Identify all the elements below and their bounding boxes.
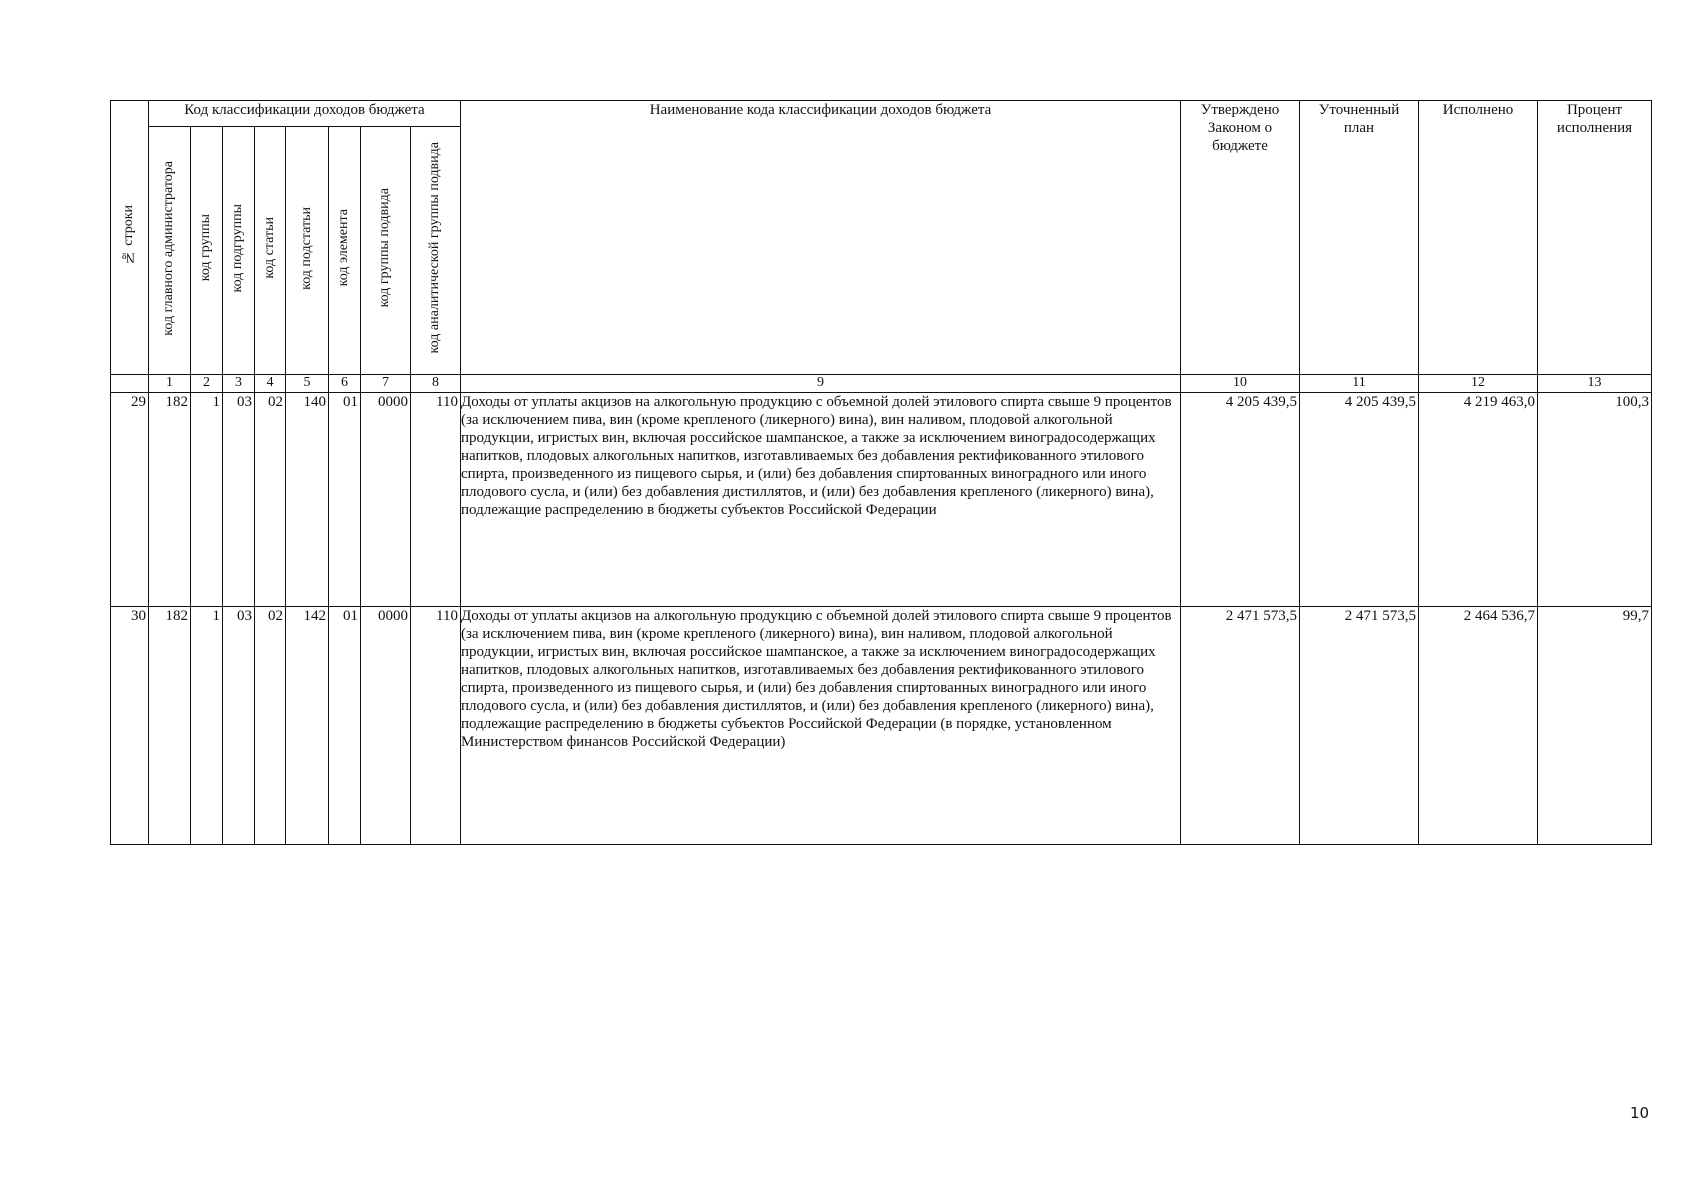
column-number: 4 xyxy=(255,375,286,393)
cell-element: 01 xyxy=(329,607,361,845)
cell-subarticle: 142 xyxy=(286,607,329,845)
column-number: 11 xyxy=(1300,375,1419,393)
page-number: 10 xyxy=(1630,1104,1650,1122)
header-approved xyxy=(1181,101,1300,375)
header-admin-label: код главного администратора xyxy=(161,160,177,336)
column-number: 6 xyxy=(329,375,361,393)
cell-subgroup: 03 xyxy=(223,393,255,607)
cell-admin: 182 xyxy=(149,607,191,845)
cell-approved: 2 471 573,5 xyxy=(1181,607,1300,845)
cell-group: 1 xyxy=(191,393,223,607)
header-approved-label: Утверждено Законом о бюджете xyxy=(1200,102,1280,154)
cell-subtype-group: 0000 xyxy=(361,393,411,607)
header-article-label: код статьи xyxy=(261,217,277,279)
cell-group: 1 xyxy=(191,607,223,845)
cell-executed: 4 219 463,0 xyxy=(1419,393,1538,607)
header-subgroup-label: код подгруппы xyxy=(230,203,246,293)
header-group xyxy=(191,127,223,375)
header-article xyxy=(255,127,286,375)
header-admin xyxy=(149,127,191,375)
column-number: 12 xyxy=(1419,375,1538,393)
header-executed: Исполнено xyxy=(1419,101,1538,375)
cell-name: Доходы от уплаты акцизов на алкогольную продукцию с объемной долей этилового спирта свыше 9 процентов (за исключением пива, вин (кроме крепленого (ликерного) вина), вин наливом, плодовой алкогольной продукции, игристых вин, включая российское шампанское, а также за исключением виноградосодержащих напитков, плодовых алкогольных напитков, изготавливаемых без добавления ректификованного этилового спирта, произведенного из пищевого сырья, и (или) без добавления спиртованных виноградного или иного плодового сусла, и (или) без добавления дистиллятов, и (или) без добавления крепленого (ликерного) вина), подлежащие распределению в бюджеты субъектов Российской Федерации (в порядке, установленном Министерством финансов Российской Федерации) xyxy=(461,607,1181,845)
column-number-blank xyxy=(111,375,149,393)
column-number: 9 xyxy=(461,375,1181,393)
cell-subarticle: 140 xyxy=(286,393,329,607)
cell-element: 01 xyxy=(329,393,361,607)
cell-article: 02 xyxy=(255,607,286,845)
header-name: Наименование кода классификации доходов бюджета xyxy=(461,101,1181,375)
cell-analytic-group: 110 xyxy=(411,393,461,607)
header-analytic-group xyxy=(411,127,461,375)
header-group-label: код группы xyxy=(198,214,214,282)
table-row xyxy=(111,607,1652,845)
header-analytic-group-label: код аналитической группы подвида xyxy=(427,142,443,354)
header-percent xyxy=(1538,101,1652,375)
cell-row-number: 29 xyxy=(111,393,149,607)
column-number: 5 xyxy=(286,375,329,393)
header-row-number-label: № строки xyxy=(121,205,137,265)
header-element xyxy=(329,127,361,375)
header-subgroup xyxy=(223,127,255,375)
cell-percent: 99,7 xyxy=(1538,607,1652,845)
header-subarticle-label: код подстатьи xyxy=(298,206,314,290)
column-number: 8 xyxy=(411,375,461,393)
header-row-number xyxy=(111,101,149,375)
cell-executed: 2 464 536,7 xyxy=(1419,607,1538,845)
header-subtype-group xyxy=(361,127,411,375)
header-element-label: код элемента xyxy=(336,209,352,287)
cell-subgroup: 03 xyxy=(223,607,255,845)
cell-row-number: 30 xyxy=(111,607,149,845)
column-number: 3 xyxy=(223,375,255,393)
header-classification-group: Код классификации доходов бюджета xyxy=(149,101,461,127)
cell-refined: 2 471 573,5 xyxy=(1300,607,1419,845)
column-number: 7 xyxy=(361,375,411,393)
cell-percent: 100,3 xyxy=(1538,393,1652,607)
column-number: 10 xyxy=(1181,375,1300,393)
cell-analytic-group: 110 xyxy=(411,607,461,845)
cell-refined: 4 205 439,5 xyxy=(1300,393,1419,607)
cell-admin: 182 xyxy=(149,393,191,607)
header-subtype-group-label: код группы подвида xyxy=(377,188,393,308)
column-number: 1 xyxy=(149,375,191,393)
column-number: 13 xyxy=(1538,375,1652,393)
column-number: 2 xyxy=(191,375,223,393)
cell-subtype-group: 0000 xyxy=(361,607,411,845)
cell-article: 02 xyxy=(255,393,286,607)
cell-name: Доходы от уплаты акцизов на алкогольную продукцию с объемной долей этилового спирта свыше 9 процентов (за исключением пива, вин (кроме крепленого (ликерного) вина), вин наливом, плодовой алкогольной продукции, игристых вин, включая российское шампанское, а также за исключением виноградосодержащих напитков, плодовых алкогольных напитков, изготавливаемых без добавления ректификованного этилового спирта, произведенного из пищевого сырья, и (или) без добавления спиртованных виноградного или иного плодового сусла, и (или) без добавления дистиллятов, и (или) без добавления крепленого (ликерного) вина), подлежащие распределению в бюджеты субъектов Российской Федерации xyxy=(461,393,1181,607)
budget-revenue-table xyxy=(110,100,1652,845)
cell-approved: 4 205 439,5 xyxy=(1181,393,1300,607)
header-refined-label: Уточненный план xyxy=(1318,102,1400,136)
header-refined xyxy=(1300,101,1419,375)
table-row xyxy=(111,393,1652,607)
header-percent-label: Процент исполнения xyxy=(1556,102,1633,136)
header-subarticle xyxy=(286,127,329,375)
